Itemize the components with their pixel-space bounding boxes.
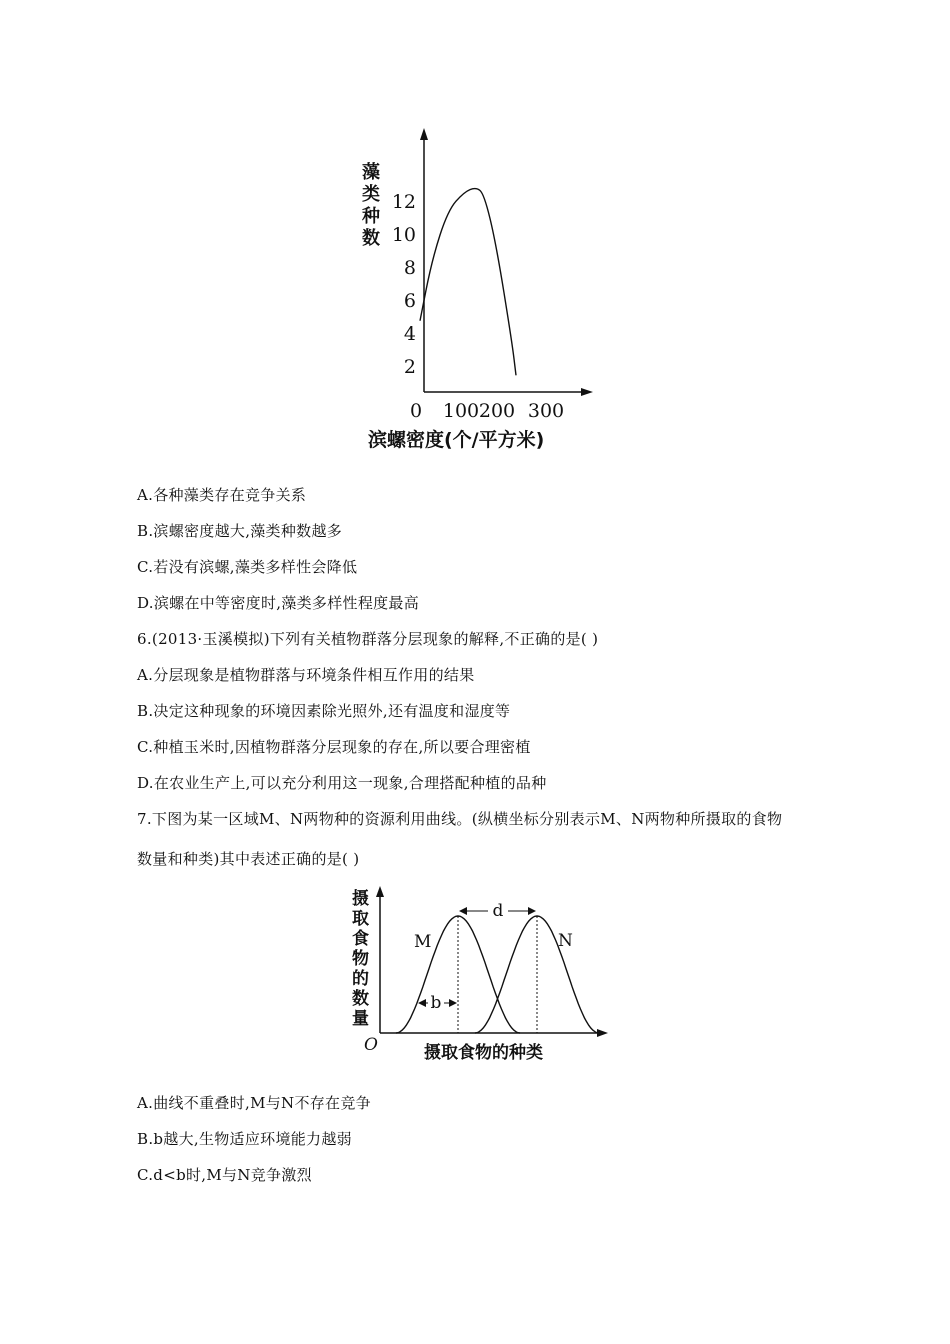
y-tick-label: 10 bbox=[391, 224, 416, 246]
d-label: d bbox=[492, 901, 504, 921]
q7-stem-line1: 7.下图为某一区域M、N两物种的资源利用曲线。(纵横坐标分别表示M、N两物种所摄取的食物 bbox=[137, 810, 783, 828]
q7-stem-line2: 数量和种类)其中表述正确的是( ) bbox=[137, 850, 360, 868]
y-axis-label-char: 物 bbox=[352, 949, 369, 969]
q6-option-a: A.分层现象是植物群落与环境条件相互作用的结果 bbox=[137, 666, 475, 684]
algae-species-chart bbox=[350, 120, 610, 460]
q6-option-d: D.在农业生产上,可以充分利用这一现象,合理搭配种植的品种 bbox=[137, 774, 547, 792]
x-tick-label: 200 bbox=[478, 400, 516, 422]
q6-stem: 6.(2013·玉溪模拟)下列有关植物群落分层现象的解释,不正确的是( ) bbox=[137, 630, 599, 648]
y-axis-label-char: 摄 bbox=[352, 889, 369, 909]
y-axis-label-char: 取 bbox=[352, 909, 369, 929]
x-axis-label: 滨螺密度(个/平方米) bbox=[368, 429, 545, 451]
x-axis-arrow bbox=[581, 388, 593, 396]
y-axis-label-char: 数 bbox=[362, 228, 380, 249]
q7-option-a: A.曲线不重叠时,M与N不存在竞争 bbox=[137, 1094, 371, 1112]
q5-option-b: B.滨螺密度越大,藻类种数越多 bbox=[137, 522, 343, 540]
x-tick-label: 100 bbox=[442, 400, 480, 422]
x-tick-label: 300 bbox=[527, 400, 565, 422]
b-label: b bbox=[430, 993, 442, 1013]
resource-utilization-chart bbox=[340, 880, 620, 1070]
y-tick-label: 2 bbox=[403, 356, 416, 378]
q5-option-a: A.各种藻类存在竞争关系 bbox=[137, 486, 307, 504]
y-axis-label-char: 类 bbox=[362, 184, 380, 205]
y-axis-label-char: 种 bbox=[362, 206, 380, 227]
algae-species-curve bbox=[420, 189, 516, 376]
x-tick-label: 0 bbox=[409, 400, 423, 422]
y-axis-label-char: 的 bbox=[352, 969, 369, 989]
q5-option-c: C.若没有滨螺,藻类多样性会降低 bbox=[137, 558, 358, 576]
b-arrow-head-right bbox=[449, 999, 457, 1007]
y-axis-label-char: 食 bbox=[352, 929, 369, 949]
y-axis-arrow bbox=[420, 128, 428, 140]
y-axis-arrow bbox=[376, 886, 384, 897]
y-tick-label: 12 bbox=[391, 191, 416, 213]
y-axis-label-char: 量 bbox=[352, 1009, 369, 1029]
y-tick-label: 8 bbox=[403, 257, 416, 279]
curve-m-label: M bbox=[414, 932, 432, 952]
b-arrow-head-left bbox=[418, 999, 426, 1007]
q5-option-d: D.滨螺在中等密度时,藻类多样性程度最高 bbox=[137, 594, 420, 612]
y-axis-label-char: 藻 bbox=[362, 162, 380, 183]
q7-option-b: B.b越大,生物适应环境能力越弱 bbox=[137, 1130, 352, 1148]
q6-option-b: B.决定这种现象的环境因素除光照外,还有温度和湿度等 bbox=[137, 702, 511, 720]
y-axis-label-char: 数 bbox=[352, 989, 369, 1009]
y-tick-label: 6 bbox=[403, 290, 416, 312]
curve-n-label: N bbox=[558, 931, 573, 951]
origin-label: O bbox=[364, 1035, 378, 1055]
d-arrow-head-right bbox=[528, 907, 536, 915]
q6-option-c: C.种植玉米时,因植物群落分层现象的存在,所以要合理密植 bbox=[137, 738, 531, 756]
d-arrow-head-left bbox=[459, 907, 467, 915]
q7-option-c: C.d<b时,M与N竞争激烈 bbox=[137, 1166, 312, 1184]
x-axis-label: 摄取食物的种类 bbox=[424, 1043, 543, 1063]
y-tick-label: 4 bbox=[403, 323, 416, 345]
